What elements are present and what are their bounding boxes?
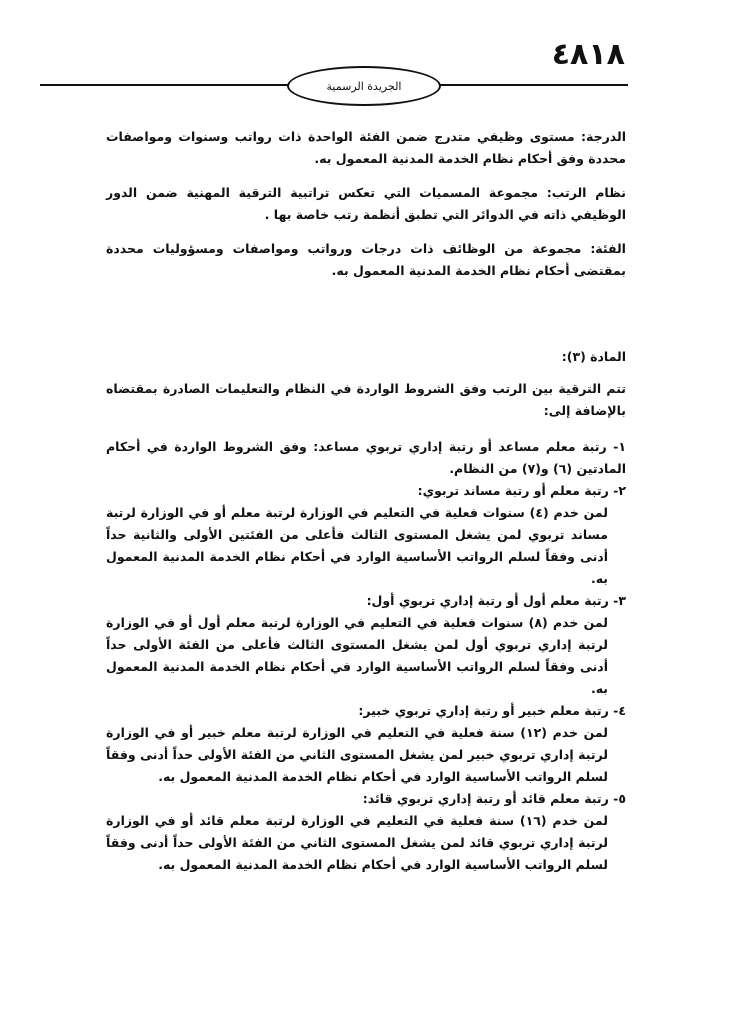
definition-term: الدرجة: [581,129,626,144]
list-item-heading: ١- رتبة معلم مساعد أو رتبة إداري تربوي مساعد: وفق الشروط الواردة في أحكام المادتين (٦) و(٧) من النظام. [106,439,626,476]
list-item-body: لمن خدم (١٢) سنة فعلية في التعليم في الوزارة لرتبة معلم خبير أو في الوزارة لرتبة إداري تربوي خبير لمن يشغل المستوى الثاني من الفئة الأولى حداً أدنى وفقاً لسلم الرواتب الأساسية الوارد في أحكام نظام الخدمة المدنية المعمول به. [106,725,609,784]
definition-grade [106,126,626,170]
list-item [106,480,626,590]
definition-category [106,238,626,282]
publication-badge [287,66,441,106]
list-item [106,700,626,788]
list-item-heading: ٢- رتبة معلم أو رتبة مساند تربوي: [417,483,626,498]
list-item [106,788,626,876]
list-item-body: لمن خدم (٨) سنوات فعلية في التعليم في الوزارة لرتبة معلم أول أو في الوزارة لرتبة إداري تربوي أول لمن يشغل المستوى الثالث فأعلى من الفئة الأولى حداً أدنى وفقاً لسلم الرواتب الأساسية الوارد في أحكام نظام الخدمة المدنية المعمول به. [106,615,608,696]
definition-term: نظام الرتب: [546,185,626,200]
list-item-heading: ٥- رتبة معلم قائد أو رتبة إداري تربوي قائد: [362,791,626,806]
page-number: ٤٨١٨ [551,37,625,72]
publication-title: الجريدة الرسمية [326,79,402,93]
definition-text: مجموعة المسميات التي تعكس تراتبية الترقية المهنية ضمن الدور الوظيفي ذاته في الدوائر التي تطبق أنظمة رتب خاصة بها . [106,185,626,222]
list-item [106,436,626,480]
list-item-heading: ٣- رتبة معلم أول أو رتبة إداري تربوي أول: [366,593,626,608]
list-item-body: لمن خدم (٤) سنوات فعلية في التعليم في الوزارة لرتبة معلم أو في الوزارة لرتبة مساند تربوي لمن يشغل المستوى الثالث فأعلى من الفئتين الأولى والثانية حداً أدنى وفقاً لسلم الرواتب الأساسية الوارد في أحكام نظام الخدمة المدنية المعمول به. [106,505,608,586]
definition-ranks-system [106,182,626,226]
list-item [106,590,626,700]
list-item-heading: ٤- رتبة معلم خبير أو رتبة إداري تربوي خبير: [358,703,626,718]
article-title: المادة (٣): [561,349,626,364]
list-item-body: لمن خدم (١٦) سنة فعلية في التعليم في الوزارة لرتبة معلم قائد أو في الوزارة لرتبة إداري تربوي قائد لمن يشغل المستوى الثاني من الفئة الأولى حداً أدنى وفقاً لسلم الرواتب الأساسية الوارد في أحكام نظام الخدمة المدنية المعمول به. [106,813,608,872]
definition-text: مجموعة من الوظائف ذات درجات ورواتب ومواصفات ومسؤوليات محددة بمقتضى أحكام نظام الخدمة المدنية المعمول به. [106,241,626,278]
section-spacer [106,294,626,346]
document-body [106,126,626,876]
article-intro: تتم الترقية بين الرتب وفق الشروط الواردة في النظام والتعليمات الصادرة بمقتضاه بالإضافة إلى: [106,381,626,418]
definition-text: مستوى وظيفي متدرج ضمن الفئة الواحدة ذات رواتب وسنوات ومواصفات محددة وفق أحكام نظام الخدمة المدنية المعمول به. [106,129,626,166]
definition-term: الفئة: [590,241,626,256]
